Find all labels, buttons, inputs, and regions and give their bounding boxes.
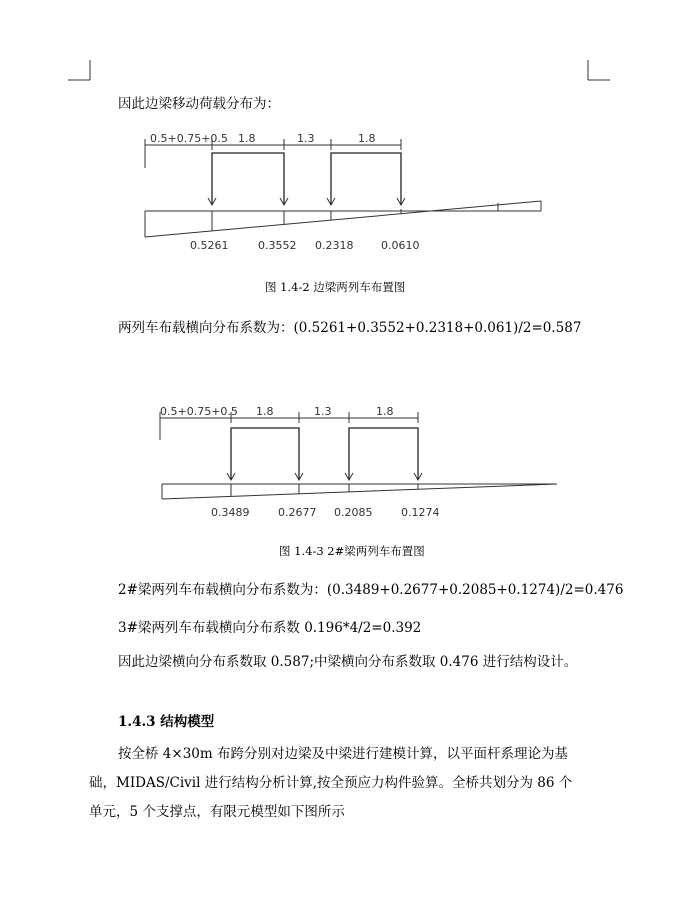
dimension-label: 1.8 [238, 132, 256, 145]
figure-2-diagram [160, 405, 557, 519]
vehicle-1-frame [212, 153, 284, 205]
paragraph-line: 础，MIDAS/Civil 进行结构分析计算,按全预应力构件验算。全桥共划分为 86 个 [89, 775, 573, 791]
dimension-label: 0.5+0.75+0.5 [150, 132, 228, 145]
ordinate-value: 0.2085 [334, 506, 373, 519]
dimension-label: 1.3 [297, 132, 315, 145]
ordinate-value: 0.2318 [315, 239, 354, 252]
ordinate-value: 0.1274 [401, 506, 440, 519]
intro-line: 因此边梁移动荷载分布为： [118, 96, 280, 112]
ordinate-value: 0.3552 [258, 239, 297, 252]
conclusion-line: 因此边梁横向分布系数取 0.587;中梁横向分布系数取 0.476 进行结构设计。 [118, 654, 578, 670]
vehicle-2-frame [349, 428, 418, 480]
vehicle-2-frame [331, 153, 401, 205]
page-corner-marks [68, 60, 610, 80]
paragraph-line: 按全桥 4×30m 布跨分别对边梁及中梁进行建模计算，以平面杆系理论为基 [118, 746, 568, 762]
dimension-label: 1.3 [314, 405, 332, 418]
influence-line [162, 484, 557, 499]
dimension-label: 1.8 [376, 405, 394, 418]
vehicle-1-frame [231, 428, 299, 480]
formula-2: 2#梁两列车布载横向分布系数为：(0.3489+0.2677+0.2085+0.1274)/2=0.476 [118, 582, 624, 598]
formula-3: 3#梁两列车布载横向分布系数 0.196*4/2=0.392 [118, 620, 422, 636]
formula-1: 两列车布载横向分布系数为：(0.5261+0.3552+0.2318+0.061)/2=0.587 [118, 320, 582, 336]
dimension-label: 1.8 [256, 405, 274, 418]
figure-2-caption: 图 1.4-3 2#梁两列车布置图 [279, 544, 425, 558]
ordinate-value: 0.2677 [278, 506, 317, 519]
section-title: 1.4.3 结构模型 [118, 714, 215, 730]
figure-1-diagram [145, 132, 541, 252]
figure-1-caption: 图 1.4-2 边梁两列车布置图 [265, 280, 406, 294]
influence-line [145, 201, 541, 237]
ordinate-value: 0.5261 [190, 239, 229, 252]
paragraph-line: 单元，5 个支撑点，有限元模型如下图所示 [89, 804, 345, 820]
dimension-label: 0.5+0.75+0.5 [160, 405, 238, 418]
ordinate-value: 0.0610 [381, 239, 420, 252]
dimension-label: 1.8 [358, 132, 376, 145]
ordinate-value: 0.3489 [211, 506, 250, 519]
